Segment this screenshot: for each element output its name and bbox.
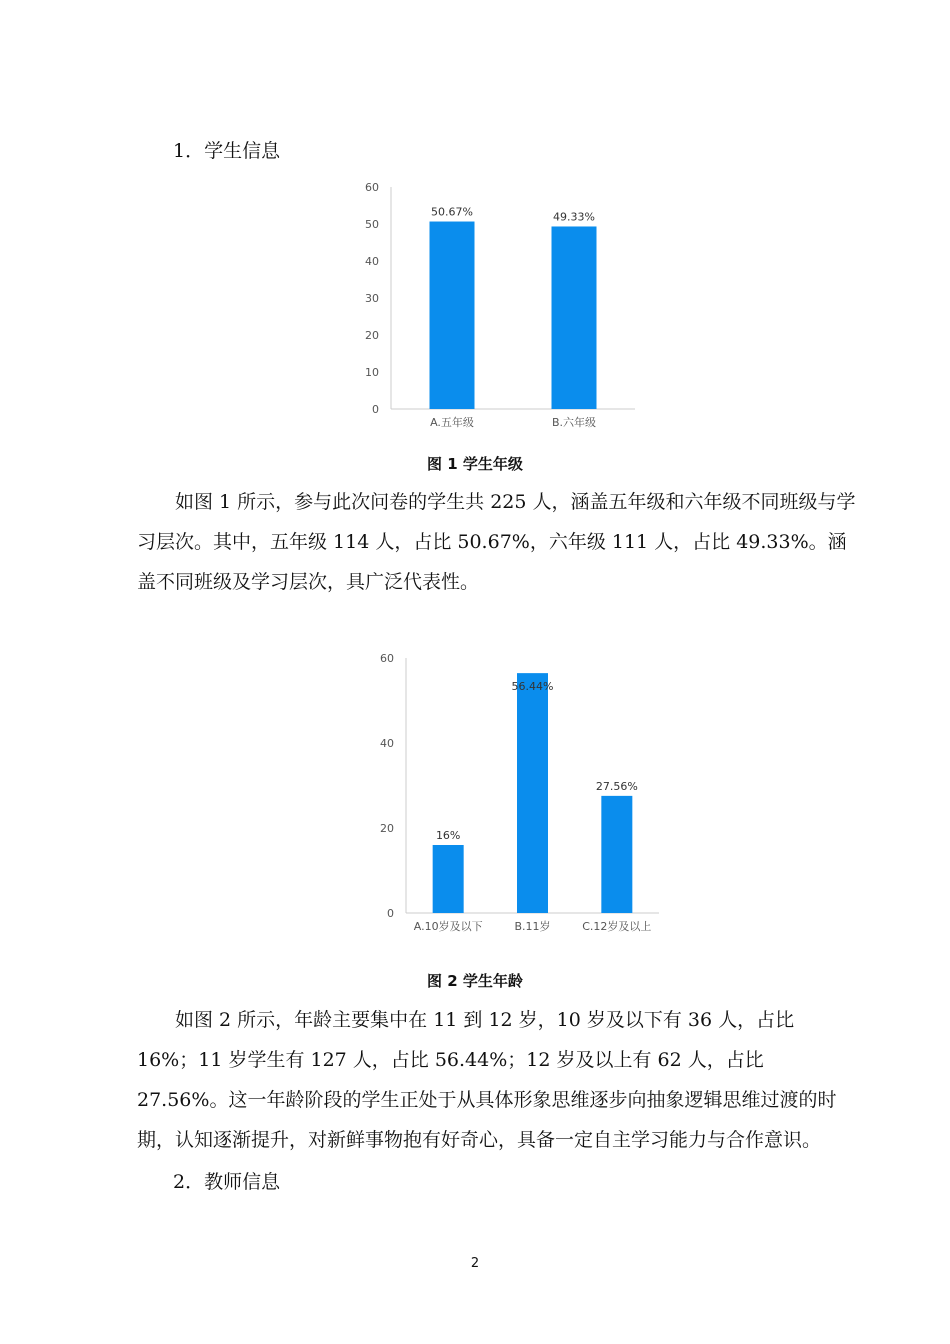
chart1-y-tick-label: 50 [365, 218, 379, 231]
chart1-data-label: 50.67% [431, 205, 473, 219]
chart2-bar [601, 796, 632, 913]
chart1-y-tick-label: 30 [365, 292, 379, 305]
chart2-y-tick-label: 20 [380, 822, 394, 835]
chart2-category-label: A.10岁及以下 [413, 920, 483, 933]
chart1-category-label: A.五年级 [430, 416, 474, 429]
chart1-y-tick-label: 0 [372, 403, 379, 416]
figure-caption-1: 图 1 学生年级 [427, 455, 523, 473]
chart1-y-tick-label: 60 [365, 181, 379, 194]
chart1-y-tick-label: 40 [365, 255, 379, 268]
chart2-category-label: C.12岁及以上 [582, 920, 652, 933]
chart1-data-label: 49.33% [553, 210, 595, 224]
chart1-y-tick-label: 10 [365, 366, 379, 379]
paragraph-age-text: 如图 2 所示，年龄主要集中在 11 到 12 岁，10 岁及以下有 36 人，占比 16%；11 岁学生有 127 人，占比 56.44%；12 岁及以上有 62 人，占比 27.56%。这一年龄阶段的学生正处于从具体形象思维逐步向抽象逻辑思维过渡的时期，认知逐渐提升，对新鲜事物抱有好奇心，具备一定自主学习能力与合作意识。 [137, 1009, 837, 1151]
chart1-bar [552, 226, 597, 409]
chart1-bar [430, 222, 475, 409]
section-heading-teachers: 2．教师信息 [173, 1171, 281, 1193]
chart2-data-label: 27.56% [595, 779, 638, 793]
figure-caption-2: 图 2 学生年龄 [427, 972, 523, 990]
chart-student-age [365, 648, 670, 943]
section-heading-students: 1．学生信息 [173, 140, 281, 162]
chart-student-grade [350, 176, 650, 438]
chart1-category-label: B.六年级 [551, 416, 597, 429]
chart2-bar [517, 673, 548, 913]
chart2-bar [433, 845, 464, 913]
chart1-y-tick-label: 20 [365, 329, 379, 342]
chart2-y-tick-label: 40 [380, 737, 394, 750]
page-number: 2 [470, 1256, 480, 1271]
chart2-category-label: B.11岁 [514, 920, 551, 933]
chart2-data-label: 56.44% [511, 680, 554, 693]
paragraph-age-summary [137, 1000, 857, 1160]
chart2-y-tick-label: 0 [387, 907, 394, 920]
paragraph-grade-text: 如图 1 所示，参与此次问卷的学生共 225 人，涵盖五年级和六年级不同班级与学习层次。其中，五年级 114 人，占比 50.67%，六年级 111 人，占比 49.33%。涵盖不同班级及学习层次，具广泛代表性。 [137, 491, 856, 593]
paragraph-grade-summary [137, 482, 857, 602]
chart2-y-tick-label: 60 [380, 652, 394, 665]
chart2-data-label: 16% [435, 829, 461, 842]
